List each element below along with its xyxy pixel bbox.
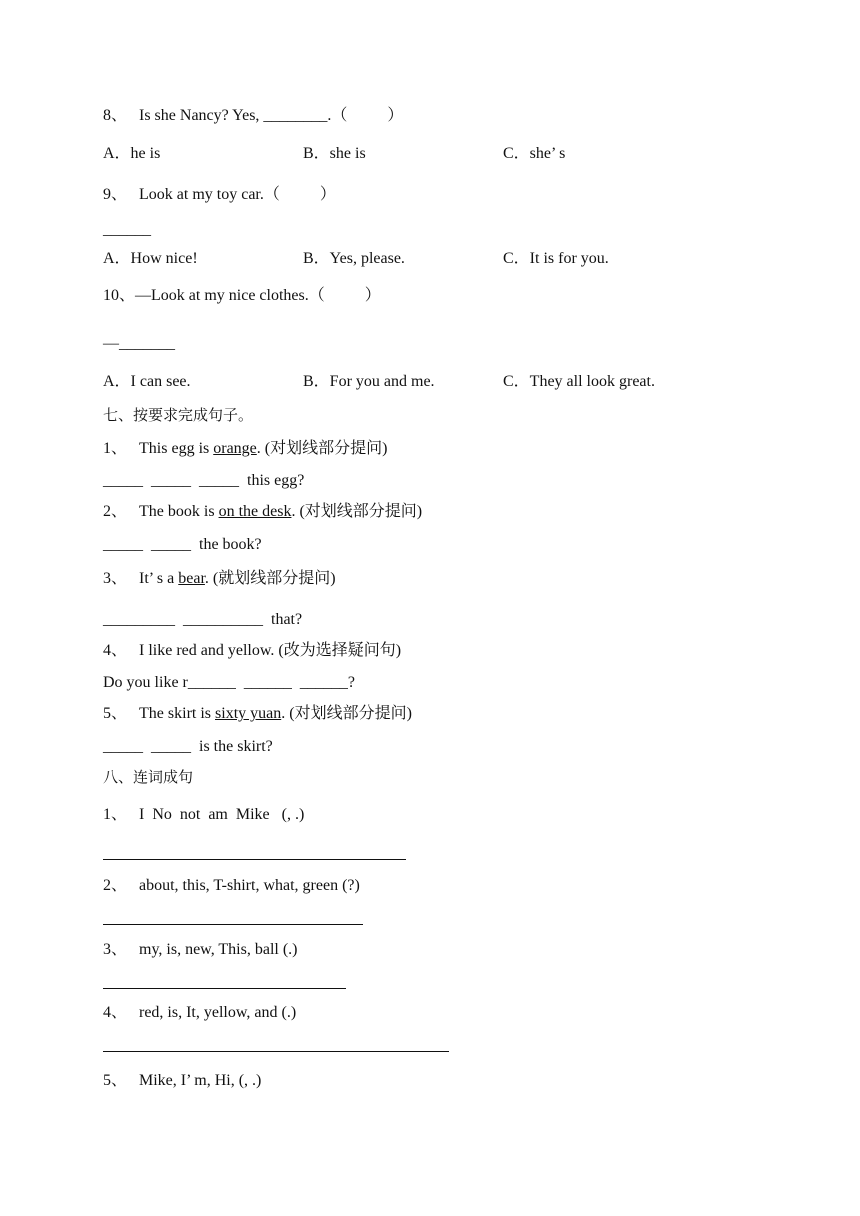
question-9: 9、 Look at my toy car.（ ） bbox=[103, 186, 336, 203]
item-number: 2、 bbox=[103, 503, 140, 520]
underlined-text: bear bbox=[178, 570, 205, 587]
item-text-pre: It’ s a bbox=[139, 570, 179, 587]
item-text-pre: This egg is bbox=[139, 440, 214, 457]
q9-option-b: B．Yes, please. bbox=[303, 250, 405, 267]
q10-option-b: B．For you and me. bbox=[303, 373, 435, 390]
s7-item-3 bbox=[103, 569, 336, 589]
item-number: 5、 bbox=[103, 705, 140, 722]
item-text-post: . (就划线部分提问) bbox=[204, 570, 336, 587]
underlined-text: sixty yuan bbox=[215, 705, 282, 722]
item-text-post: . (对划线部分提问) bbox=[281, 705, 412, 722]
s7-item-1-answer: _____ _____ _____ this egg? bbox=[103, 472, 305, 489]
q9-option-a: A．How nice! bbox=[103, 250, 198, 267]
q8-option-a: A．he is bbox=[103, 145, 161, 162]
answer-line bbox=[103, 1051, 449, 1052]
item-text-post: . (对划线部分提问) bbox=[291, 503, 423, 520]
s8-item-5: 5、 Mike, I’ m, Hi, (, .) bbox=[103, 1072, 262, 1089]
q8-option-c: C．she’ s bbox=[503, 145, 566, 162]
s7-item-3-answer: _________ __________ that? bbox=[103, 611, 303, 628]
section-8-title: 八、连词成句 bbox=[103, 768, 194, 786]
s7-item-5 bbox=[103, 704, 412, 724]
s8-item-4: 4、 red, is, It, yellow, and (.) bbox=[103, 1004, 297, 1021]
s7-item-4-answer: Do you like r______ ______ ______? bbox=[103, 674, 355, 691]
s8-item-1: 1、 I No not am Mike (, .) bbox=[103, 806, 305, 823]
s7-item-2-answer: _____ _____ the book? bbox=[103, 536, 262, 553]
s8-item-3: 3、 my, is, new, This, ball (.) bbox=[103, 941, 298, 958]
item-text-pre: The book is bbox=[139, 503, 219, 520]
item-number: 3、 bbox=[103, 570, 140, 587]
item-number: 1、 bbox=[103, 440, 140, 457]
answer-line bbox=[103, 924, 363, 925]
s7-item-2 bbox=[103, 502, 422, 522]
item-number: 4、 bbox=[103, 642, 140, 659]
q8-option-b: B．she is bbox=[303, 145, 366, 162]
question-8: 8、 Is she Nancy? Yes, ________.（ ） bbox=[103, 107, 404, 124]
q9-option-c: C．It is for you. bbox=[503, 250, 609, 267]
q10-option-c: C．They all look great. bbox=[503, 373, 655, 390]
s8-item-2: 2、 about, this, T-shirt, what, green (?) bbox=[103, 877, 360, 894]
s7-item-4 bbox=[103, 641, 401, 661]
s7-item-5-answer: _____ _____ is the skirt? bbox=[103, 738, 273, 755]
q10-answer-blank: —_______ bbox=[103, 335, 175, 352]
underlined-text: orange bbox=[213, 440, 257, 457]
question-10: 10、—Look at my nice clothes.（ ） bbox=[103, 287, 381, 304]
item-text-pre: The skirt is bbox=[139, 705, 216, 722]
section-7-title: 七、按要求完成句子。 bbox=[103, 406, 254, 424]
item-text-pre: I like red and yellow. (改为选择疑问句) bbox=[139, 642, 402, 659]
item-text-post: . (对划线部分提问) bbox=[256, 440, 388, 457]
q9-answer-blank: ______ bbox=[103, 221, 151, 238]
answer-line bbox=[103, 988, 346, 989]
s7-item-1 bbox=[103, 439, 387, 459]
answer-line bbox=[103, 859, 406, 860]
underlined-text: on the desk bbox=[218, 503, 292, 520]
q10-option-a: A．I can see. bbox=[103, 373, 191, 390]
